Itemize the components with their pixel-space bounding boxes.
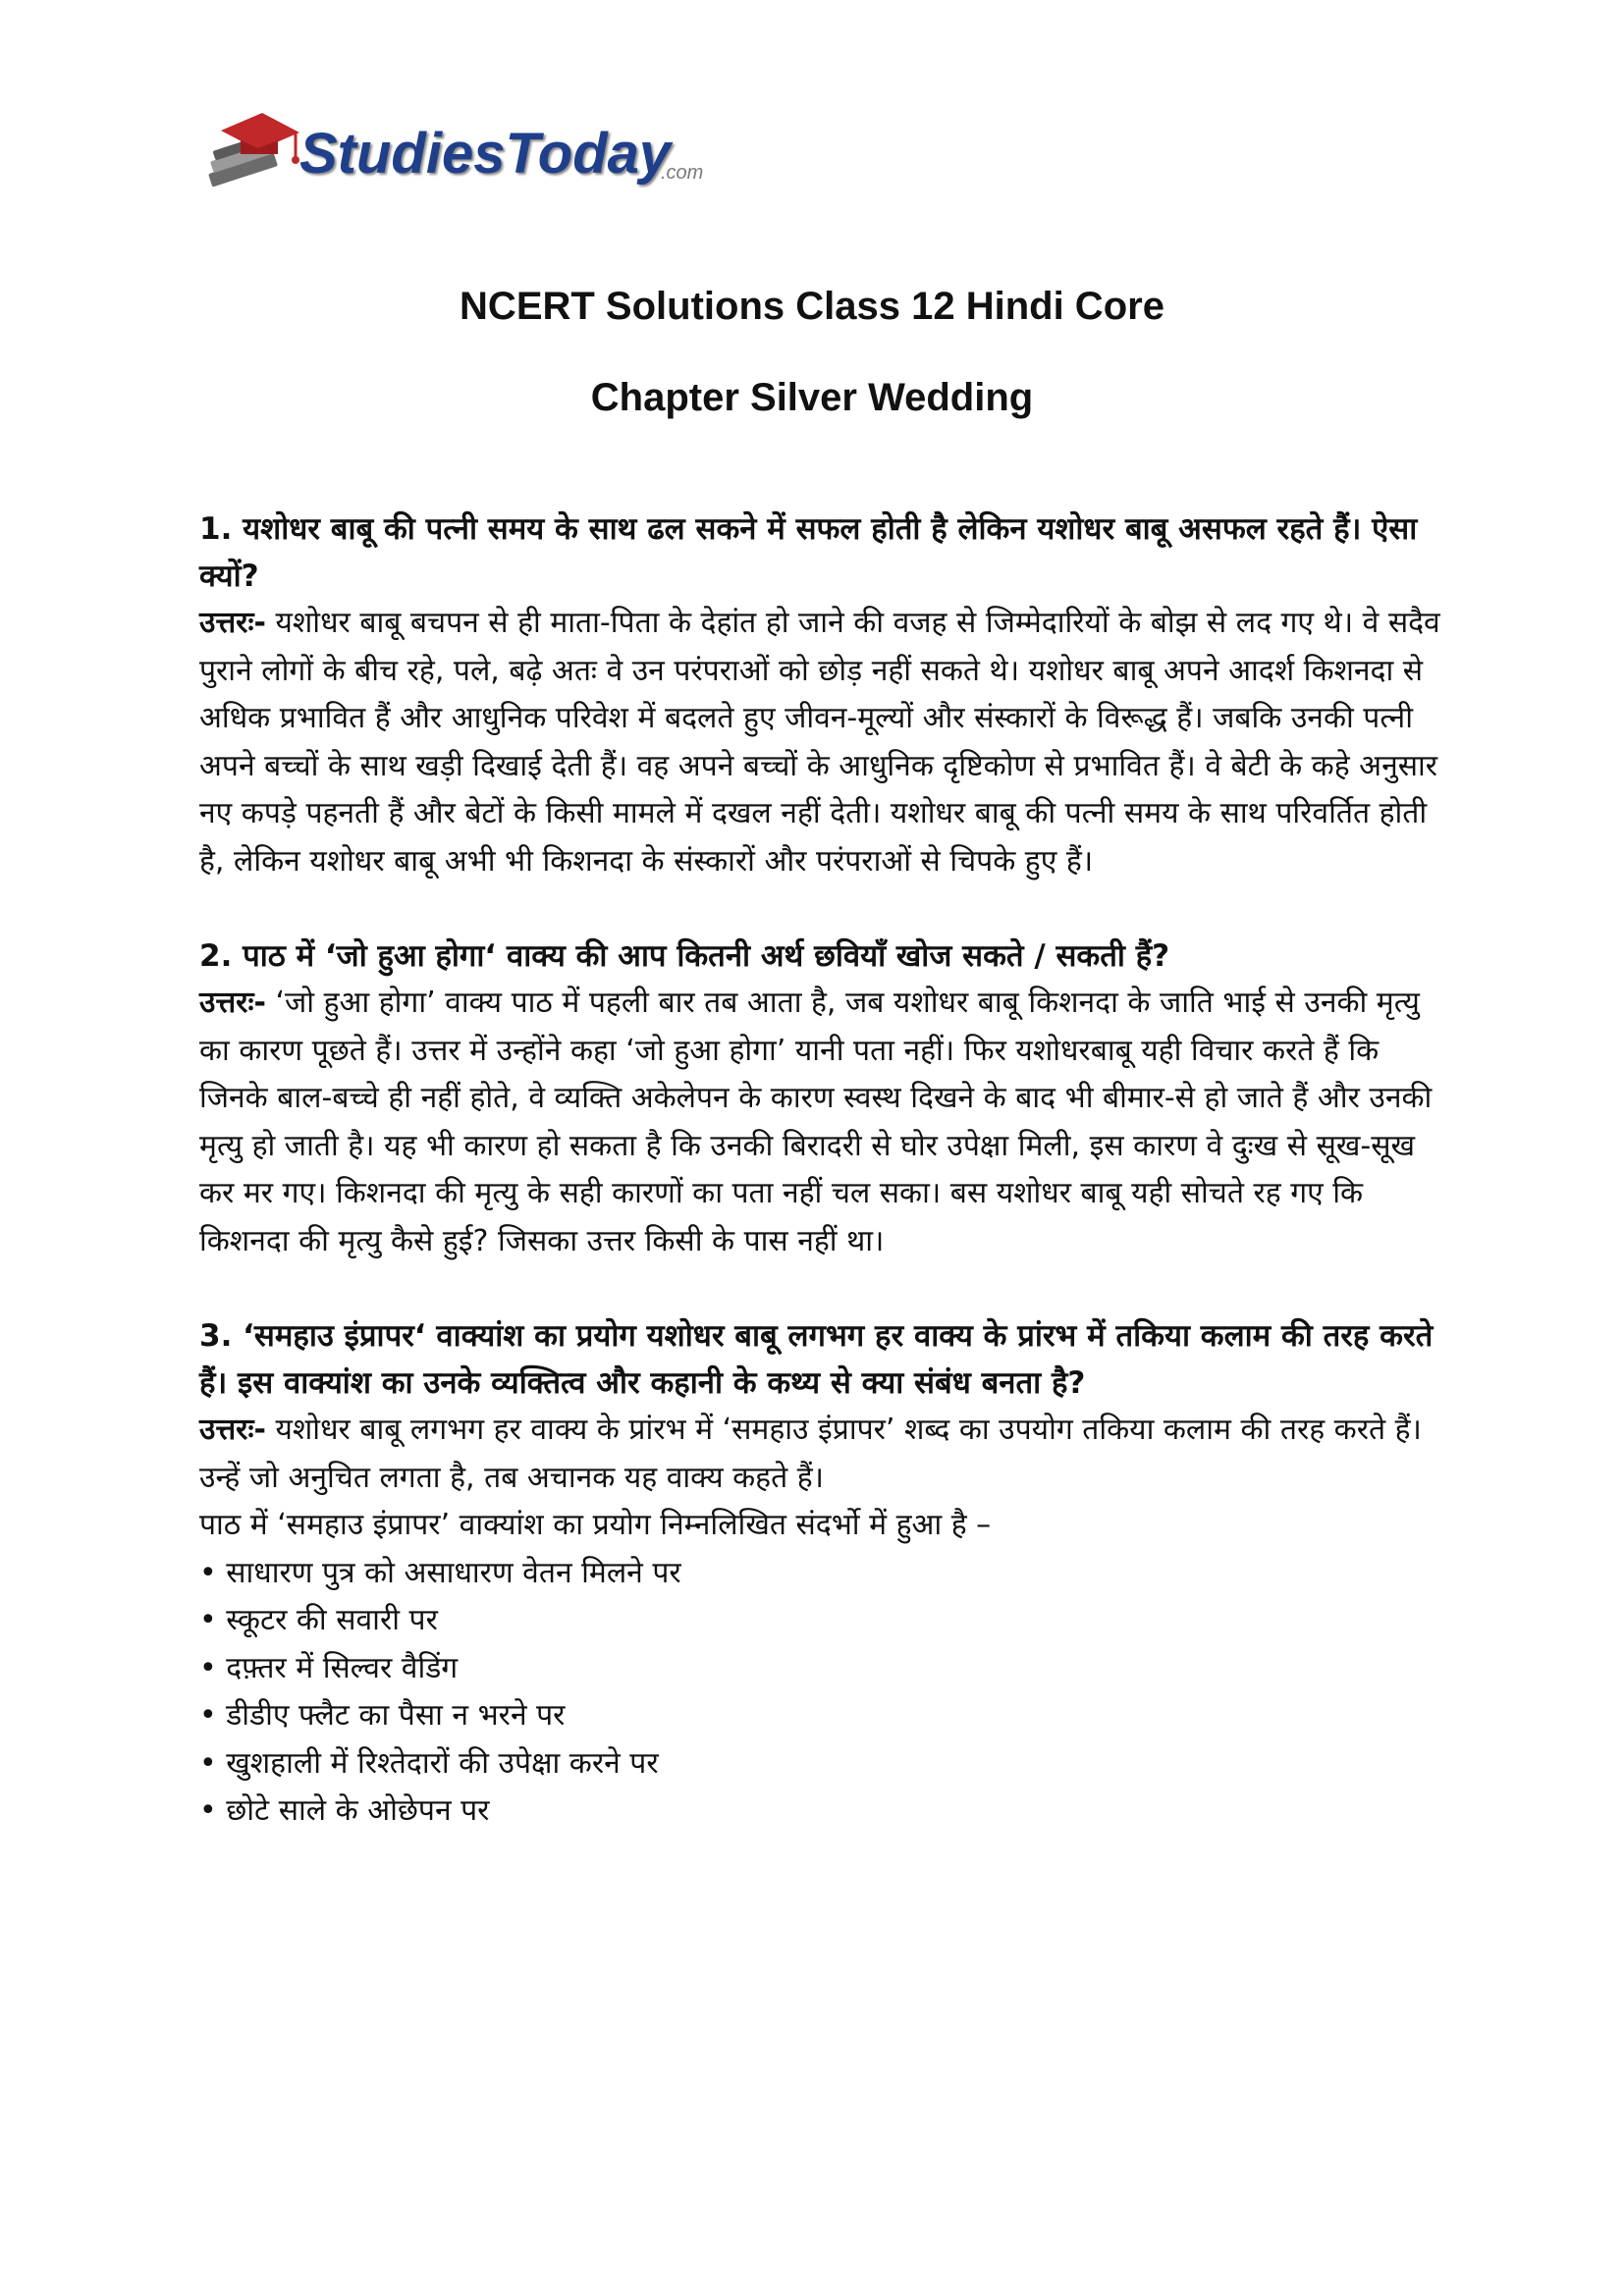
list-item: • छोटे साले के ओछेपन पर (199, 1788, 1446, 1836)
question-1: 1. यशोधर बाबू की पत्नी समय के साथ ढल सकने में सफल होती है लेकिन यशोधर बाबू असफल रहते हैं। ऐसा क्यों? (199, 511, 1418, 594)
logo-domain-suffix: .com (661, 162, 704, 184)
answer-label: उत्तरः- (199, 986, 266, 1020)
context-bullet-list (199, 1550, 1446, 1836)
question-2: 2. पाठ में ‘जो हुआ होगा‘ वाक्य की आप कितनी अर्थ छवियाँ खोज सकते / सकती हैं? (199, 938, 1170, 974)
qa-item-1 (199, 506, 1446, 885)
list-item: • दफ़्तर में सिल्वर वैडिंग (199, 1645, 1446, 1693)
answer-2 (199, 980, 1446, 1265)
answer-3-text: यशोधर बाबू लगभग हर वाक्य के प्रांरभ में ‘समहाउ इंप्रापर’ शब्द का उपयोग तकिया कलाम की तरह करते हैं। उन्हें जो अनुचित लगता है, तब अचानक यह वाक्य कहते हैं। (199, 1413, 1422, 1495)
list-item: • साधारण पुत्र को असाधारण वेतन मिलने पर (199, 1550, 1446, 1598)
logo-wordmark: StudiesToday (299, 122, 672, 186)
studiestoday-logo[interactable] (201, 103, 712, 201)
page-subtitle: Chapter Silver Wedding (590, 376, 1034, 419)
answer-1 (199, 600, 1446, 885)
answer-3 (199, 1407, 1446, 1502)
answer-label: उत्तरः- (199, 1413, 266, 1447)
list-item: • स्कूटर की सवारी पर (199, 1597, 1446, 1645)
answer-2-text: ‘जो हुआ होगा’ वाक्य पाठ में पहली बार तब आता है, जब यशोधर बाबू किशनदा के जाति भाई से उनकी मृत्यु का कारण पूछते हैं। उत्तर में उन्होंने कहा ‘जो हुआ होगा’ यानी पता नहीं। फिर यशोधरबाबू यही विचार करते हैं कि जिनके बाल-बच्चे ही नहीं होते, वे व्यक्ति अकेलेपन के कारण स्वस्थ दिखने के बाद भी बीमार-से हो जाते हैं और उनकी मृत्यु हो जाती है। यह भी कारण हो सकता है कि उनकी बिरादरी से घोर उपेक्षा मिली, इस कारण वे दुःख से सूख-सूख कर मर गए। किशनदा की मृत्यु के सही कारणों का पता नहीं चल सका। बस यशोधर बाबू यही सोचते रह गए कि किशनदा की मृत्यु कैसे हुई? जिसका उत्तर किसी के पास नहीं था। (199, 986, 1433, 1258)
qa-content (199, 506, 1446, 1883)
graduation-cap-books-icon (201, 103, 309, 201)
answer-1-text: यशोधर बाबू बचपन से ही माता-पिता के देहांत हो जाने की वजह से जिम्मेदारियों के बोझ से लद गए थे। वे सदैव पुराने लोगों के बीच रहे, पले, बढ़े अतः वे उन परंपराओं को छोड़ नहीं सकते थे। यशोधर बाबू अपने आदर्श किशनदा से अधिक प्रभावित हैं और आधुनिक परिवेश में बदलते हुए जीवन-मूल्यों और संस्कारों के विरूद्ध हैं। जबकि उनकी पत्नी अपने बच्चों के साथ खड़ी दिखाई देती हैं। वह अपने बच्चों के आधुनिक दृष्टिकोण से प्रभावित हैं। वे बेटी के कहे अनुसार नए कपड़े पहनती हैं और बेटों के किसी मामले में दखल नहीं देती। यशोधर बाबू की पत्नी समय के साथ परिवर्तित होती है, लेकिन यशोधर बाबू अभी भी किशनदा के संस्कारों और परंपराओं से चिपके हुए हैं। (199, 606, 1440, 879)
page-title: NCERT Solutions Class 12 Hindi Core (460, 285, 1164, 328)
qa-item-3 (199, 1312, 1446, 1836)
answer-label: उत्तरः- (199, 606, 266, 640)
list-item: • खुशहाली में रिश्तेदारों की उपेक्षा करने पर (199, 1740, 1446, 1789)
qa-item-2 (199, 933, 1446, 1265)
list-item: • डीडीए फ्लैट का पैसा न भरने पर (199, 1692, 1446, 1740)
context-intro: पाठ में ‘समहाउ इंप्रापर’ वाक्यांश का प्रयोग निम्नलिखित संदर्भो में हुआ है – (199, 1508, 992, 1542)
question-3: 3. ‘समहाउ इंप्रापर‘ वाक्यांश का प्रयोग यशोधर बाबू लगभग हर वाक्य के प्रांरभ में तकिया कलाम की तरह करते हैं। इस वाक्यांश का उनके व्यक्तित्व और कहानी के कथ्य से क्या संबंध बनता है? (199, 1318, 1434, 1401)
